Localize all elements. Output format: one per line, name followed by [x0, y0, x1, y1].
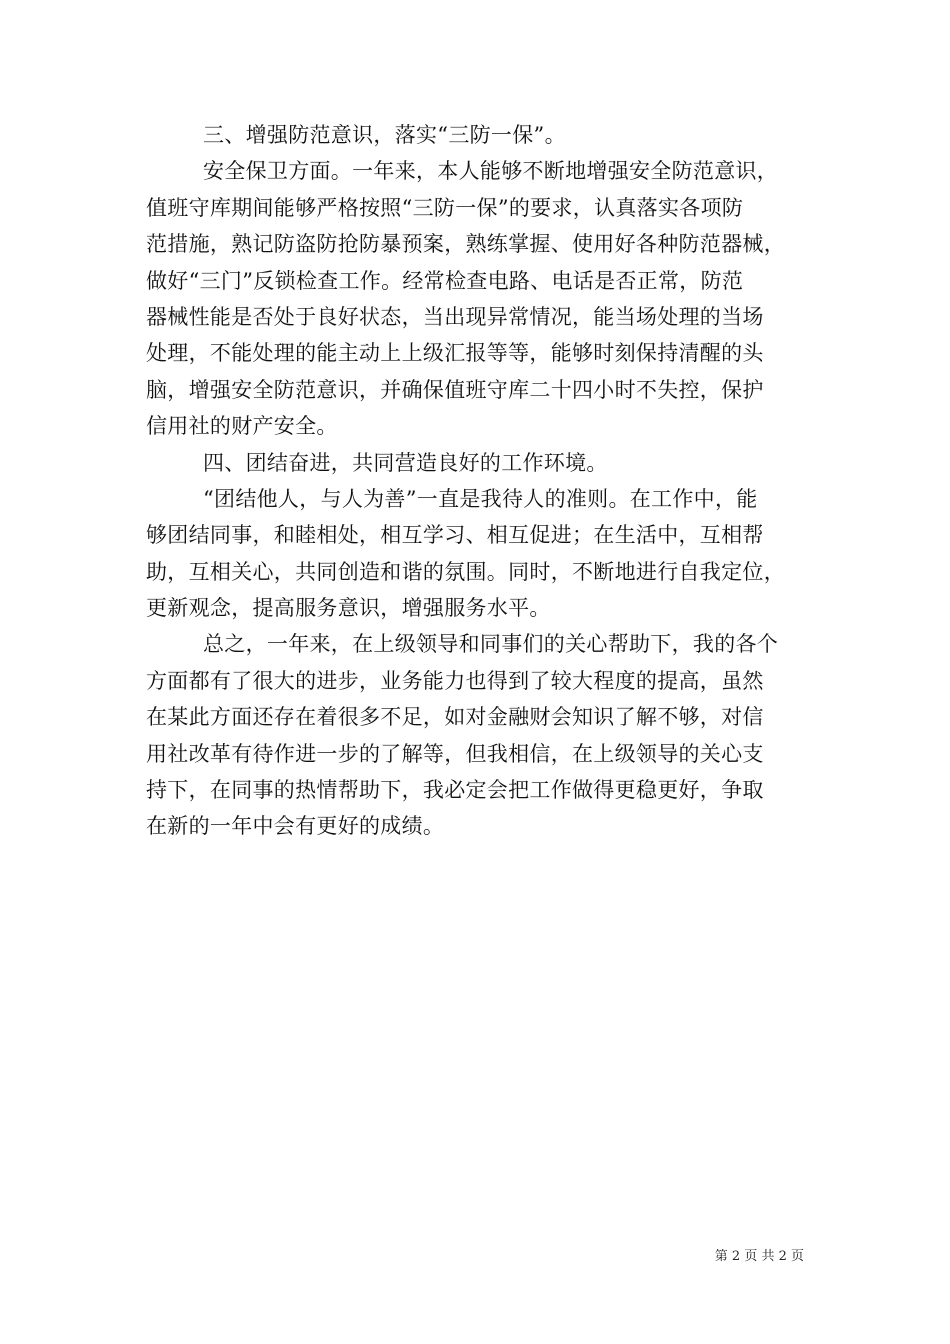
paragraph-line: 信用社的财产安全。 [146, 414, 338, 439]
paragraph-line: 更新观念，提高服务意识，增强服务水平。 [146, 596, 551, 621]
paragraph-line: 够团结同事，和睦相处，相互学习、相互促进；在生活中，互相帮 [146, 523, 764, 548]
paragraph-line: 在某此方面还存在着很多不足，如对金融财会知识了解不够，对信 [146, 705, 764, 730]
paragraph-line: 安全保卫方面。一年来，本人能够不断地增强安全防范意识， [203, 159, 779, 184]
paragraph-line: 持下，在同事的热情帮助下，我必定会把工作做得更稳更好，争取 [146, 778, 764, 803]
paragraph-line: 用社改革有待作进一步的了解等，但我相信，在上级领导的关心支 [146, 741, 764, 766]
paragraph-line: 做好“三门”反锁检查工作。经常检查电路、电话是否正常，防范 [146, 268, 744, 293]
paragraph-line: 助，互相关心，共同创造和谐的氛围。同时，不断地进行自我定位， [146, 559, 785, 584]
paragraph-line: 方面都有了很大的进步，业务能力也得到了较大程度的提高，虽然 [146, 668, 764, 693]
paragraph-line: 总之，一年来，在上级领导和同事们的关心帮助下，我的各个 [203, 632, 779, 657]
paragraph-line: 处理，不能处理的能主动上上级汇报等等，能够时刻保持清醒的头 [146, 341, 764, 366]
paragraph-line: 脑，增强安全防范意识，并确保值班守库二十四小时不失控，保护 [146, 377, 764, 402]
paragraph-line: 值班守库期间能够严格按照“三防一保”的要求，认真落实各项防 [146, 195, 744, 220]
paragraph-line: 器械性能是否处于良好状态，当出现异常情况，能当场处理的当场 [146, 304, 764, 329]
paragraph-line: “团结他人，与人为善”一直是我待人的准则。在工作中，能 [203, 486, 758, 511]
section-heading-4: 四、团结奋进，共同营造良好的工作环境。 [203, 450, 608, 475]
page-number: 第 2 页 共 2 页 [714, 1249, 804, 1264]
paragraph-line: 在新的一年中会有更好的成绩。 [146, 814, 445, 839]
document-body [146, 117, 810, 845]
section-heading-3: 三、增强防范意识，落实“三防一保”。 [203, 123, 566, 147]
paragraph-line: 范措施，熟记防盗防抢防暴预案，熟练掌握、使用好各种防范器械， [146, 232, 785, 257]
